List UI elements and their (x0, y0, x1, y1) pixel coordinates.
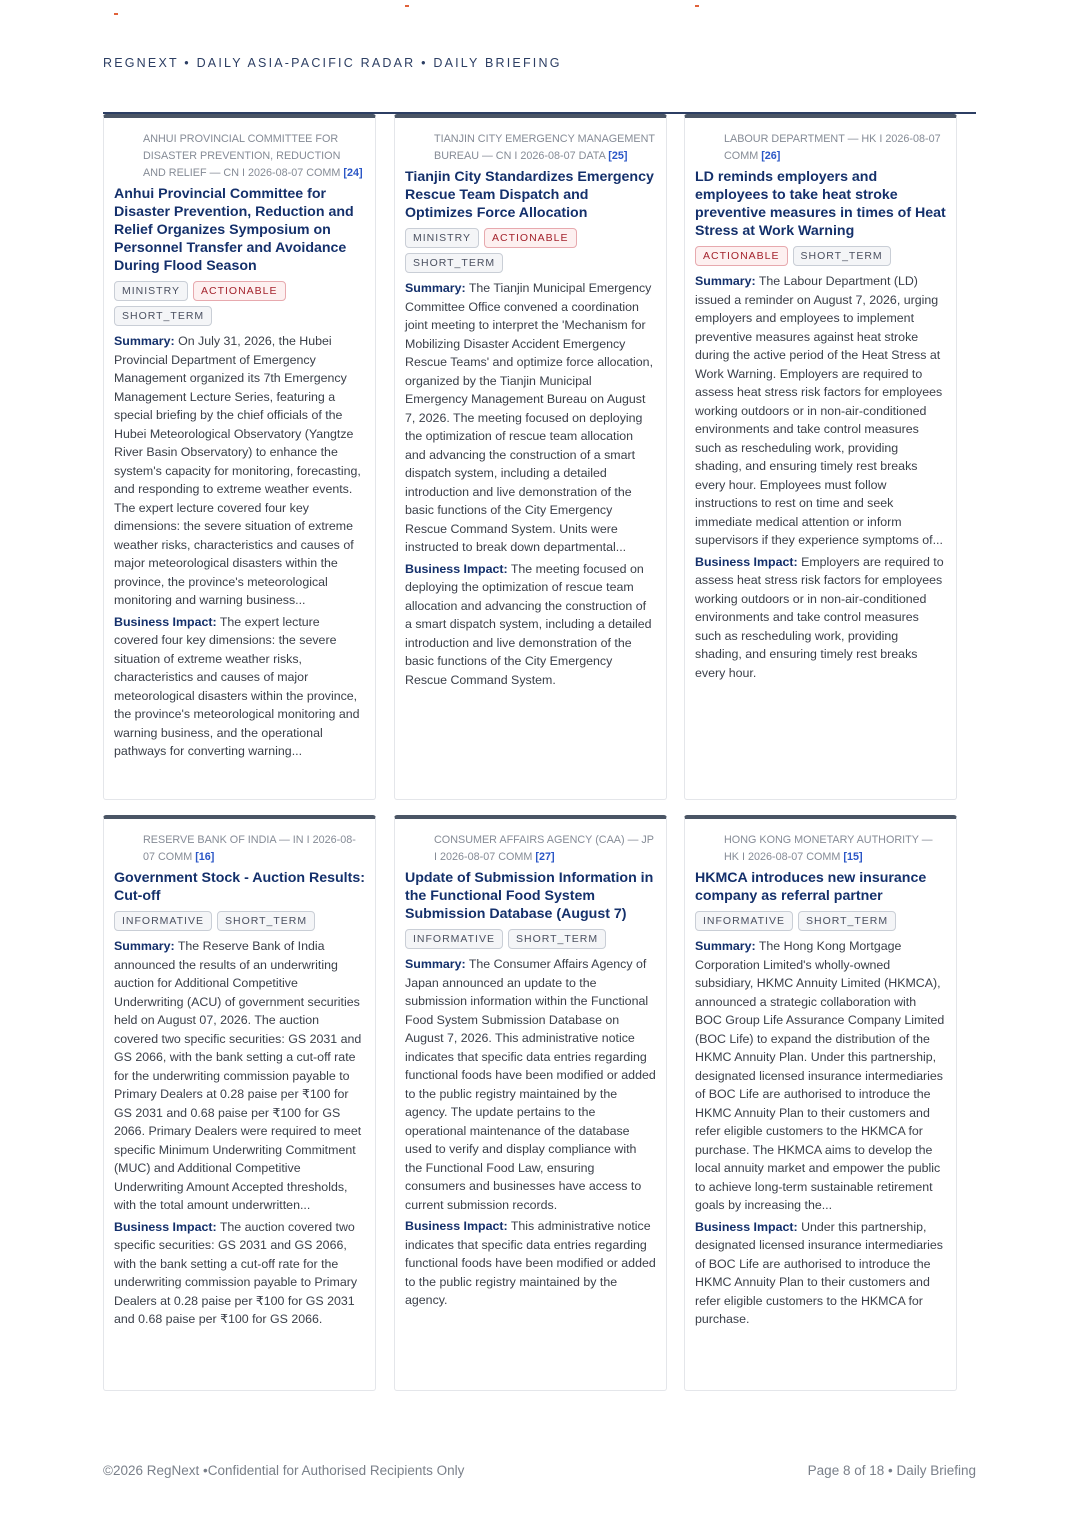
tag-badge: SHORT_TERM (508, 929, 606, 949)
card-summary: Summary: The Reserve Bank of India announced the results of an underwriting auction for Additional Competitive Underwriting (ACU) of government securities held on August 07, 2026. The auction covered two specific securities: GS 2031 and GS 2066, with the bank setting a cut-off rate for the underwriting commission payable to Primary Dealers at 0.28 paise per ₹100 for GS 2031 and 0.68 paise per ₹100 for GS 2066. Primary Dealers were required to meet specific Minimum Underwriting Commitment (MUC) and Additional Competitive Underwriting Amount Accepted thresholds, with the total amount underwritten... (114, 939, 362, 1212)
footer-copyright: ©2026 RegNext •Confidential for Authorised Recipients Only (103, 1463, 465, 1478)
news-card (684, 815, 957, 1391)
tag-badge: SHORT_TERM (114, 306, 212, 326)
card-tags (114, 909, 365, 934)
tag-badge: MINISTRY (405, 228, 479, 248)
card-ref[interactable]: [24] (343, 167, 363, 179)
decor-mark (695, 5, 699, 7)
card-ref[interactable]: [26] (761, 150, 781, 162)
card-tags (405, 927, 656, 952)
card-impact: Business Impact: This administrative notice indicates that specific data entries regarding functional foods have been modified or added to the public registry maintained by the agency. (405, 1219, 656, 1307)
news-card (103, 114, 376, 800)
card-tags (114, 279, 365, 329)
running-header (103, 56, 562, 70)
card-title: Government Stock - Auction Results: Cut-off (114, 870, 365, 904)
card-ref[interactable]: [16] (195, 851, 215, 863)
card-tags (405, 226, 656, 276)
tag-badge: INFORMATIVE (695, 911, 793, 931)
card-tags (695, 909, 946, 934)
card-tags (695, 244, 946, 269)
news-card (684, 114, 957, 800)
card-meta: ANHUI PROVINCIAL COMMITTEE FOR DISASTER PREVENTION, REDUCTION AND RELIEF — CN I 2026-08-07 COMM [24] (143, 133, 363, 179)
tag-badge: ACTIONABLE (695, 246, 788, 266)
decor-mark (114, 13, 118, 15)
card-impact: Business Impact: Under this partnership, designated licensed insurance intermediaries of BOC Life are authorised to introduce the HKMC Annuity Plan to their customers and refer eligible customers to the HKMCA for purchase. (695, 1219, 943, 1326)
news-card (103, 815, 376, 1391)
card-summary: Summary: On July 31, 2026, the Hubei Provincial Department of Emergency Management organized its 7th Emergency Management Lecture Series, featuring a special briefing by the chief officials of the Hubei Meteorological Observatory (Yangtze River Basin Observatory) to enhance the system's capacity for monitoring, forecasting, and responding to extreme weather events. The expert lecture covered four key dimensions: the severe situation of extreme weather risks, characteristics and causes of major meteorological disasters within the province, the province's meteorological monitoring and warning business... (114, 334, 361, 607)
header-doc: DAILY BRIEFING (433, 56, 562, 70)
header-sep: • (421, 56, 428, 70)
card-title: HKMCA introduces new insurance company as referral partner (695, 870, 927, 904)
card-impact: Business Impact: The auction covered two specific securities: GS 2031 and GS 2066, with the bank setting a cut-off rate for the underwriting commission payable to Primary Dealers at 0.28 paise per ₹100 for GS 2031 and 0.68 paise per ₹100 for GS 2066. (114, 1219, 358, 1326)
header-brand: REGNEXT (103, 56, 179, 70)
card-summary: Summary: The Consumer Affairs Agency of Japan announced an update to the submission information within the Functional Food System Submission Database on August 7, 2026. This administrative notice indicates that specific data entries regarding functional foods have been modified or added to the public registry maintained by the agency. The update pertains to the operational maintenance of the database used to verify and display compliance with the Functional Food Law, ensuring consumers and businesses have access to current submission records. (405, 957, 656, 1212)
card-title: Anhui Provincial Committee for Disaster Prevention, Reduction and Relief Organizes Symposium on Personnel Transfer and Avoidance During Flood Season (114, 186, 354, 274)
tag-badge: SHORT_TERM (793, 246, 891, 266)
tag-badge: SHORT_TERM (217, 911, 315, 931)
tag-badge: INFORMATIVE (114, 911, 212, 931)
tag-badge: SHORT_TERM (405, 253, 503, 273)
card-impact: Business Impact: Employers are required to assess heat stress risk factors for employees working outdoors or in non-air-conditioned environments and take control measures such as rescheduling work, providing shading, and ensuring timely rest breaks every hour. (695, 554, 944, 680)
news-card (394, 815, 667, 1391)
tag-badge: MINISTRY (114, 281, 188, 301)
card-summary: Summary: The Tianjin Municipal Emergency Committee Office convened a coordination joint meeting to interpret the 'Mechanism for Mobilizing Disaster Accident Emergency Rescue Teams' and optimize force allocation, organized by the Tianjin Municipal Emergency Management Bureau on August 7, 2026. The meeting focused on deploying the optimization of rescue team allocation and advancing the construction of a smart dispatch system, including a detailed introduction and live demonstration of the basic functions of the City Emergency Rescue Command System. Units were instructed to break down departmental... (405, 281, 654, 554)
card-title: Update of Submission Information in the Functional Food System Submission Database (August 7) (405, 870, 654, 922)
card-meta: RESERVE BANK OF INDIA — IN I 2026-08-07 COMM [16] (143, 834, 356, 863)
card-title: Tianjin City Standardizes Emergency Rescue Team Dispatch and Optimizes Force Allocation (405, 169, 654, 221)
card-meta: LABOUR DEPARTMENT — HK I 2026-08-07 COMM [26] (724, 133, 941, 162)
card-summary: Summary: The Labour Department (LD) issued a reminder on August 7, 2026, urging employers and employees to implement preventive measures against heat stroke during the active period of the Heat Stress at Work Warning. Employers are required to assess heat stress risk factors for employees working outdoors or in non-air-conditioned environments and take control measures such as rescheduling work, providing shading, and ensuring timely rest breaks every hour. Employees must follow instructions to rest on time and seek immediate medical attention or inform supervisors if they experience symptoms of... (695, 274, 943, 547)
card-impact: Business Impact: The expert lecture covered four key dimensions: the severe situation of extreme weather risks, characteristics and causes of major meteorological disasters within the province, the province's meteorological monitoring and warning business, and the operational pathways for converting warning... (114, 614, 360, 758)
tag-badge: ACTIONABLE (193, 281, 286, 301)
card-meta: CONSUMER AFFAIRS AGENCY (CAA) — JP I 2026-08-07 COMM [27] (434, 834, 654, 863)
card-summary: Summary: The Hong Kong Mortgage Corporation Limited's wholly-owned subsidiary, HKMC Annuity Limited (HKMCA), announced a strategic collaboration with BOC Group Life Assurance Company Limited (BOC Life) to expand the distribution of the HKMC Annuity Plan. Under this partnership, designated licensed insurance intermediaries of BOC Life are authorised to introduce the HKMC Annuity Plan to their customers and refer eligible customers to the HKMCA for purchase. The HKMCA aims to develop the local annuity market and empower the public to achieve long-term sustainable retirement goals by increasing the... (695, 939, 945, 1212)
card-ref[interactable]: [15] (843, 851, 863, 863)
card-title: LD reminds employers and employees to take heat stroke preventive measures in times of Heat Stress at Work Warning (695, 169, 946, 239)
card-ref[interactable]: [27] (535, 851, 555, 863)
header-sep: • (184, 56, 191, 70)
header-section: DAILY ASIA-PACIFIC RADAR (196, 56, 416, 70)
decor-mark (405, 5, 409, 7)
card-ref[interactable]: [25] (608, 150, 628, 162)
footer-page-number: Page 8 of 18 • Daily Briefing (807, 1463, 976, 1478)
card-meta: TIANJIN CITY EMERGENCY MANAGEMENT BUREAU — CN I 2026-08-07 DATA [25] (434, 133, 655, 162)
card-impact: Business Impact: The meeting focused on deploying the optimization of rescue team allocation and advancing the construction of a smart dispatch system, including a detailed introduction and live demonstration of the basic functions of the City Emergency Rescue Command System. (405, 561, 652, 687)
news-card (394, 114, 667, 800)
card-meta: HONG KONG MONETARY AUTHORITY — HK I 2026-08-07 COMM [15] (724, 834, 933, 863)
tag-badge: INFORMATIVE (405, 929, 503, 949)
tag-badge: ACTIONABLE (484, 228, 577, 248)
tag-badge: SHORT_TERM (798, 911, 896, 931)
